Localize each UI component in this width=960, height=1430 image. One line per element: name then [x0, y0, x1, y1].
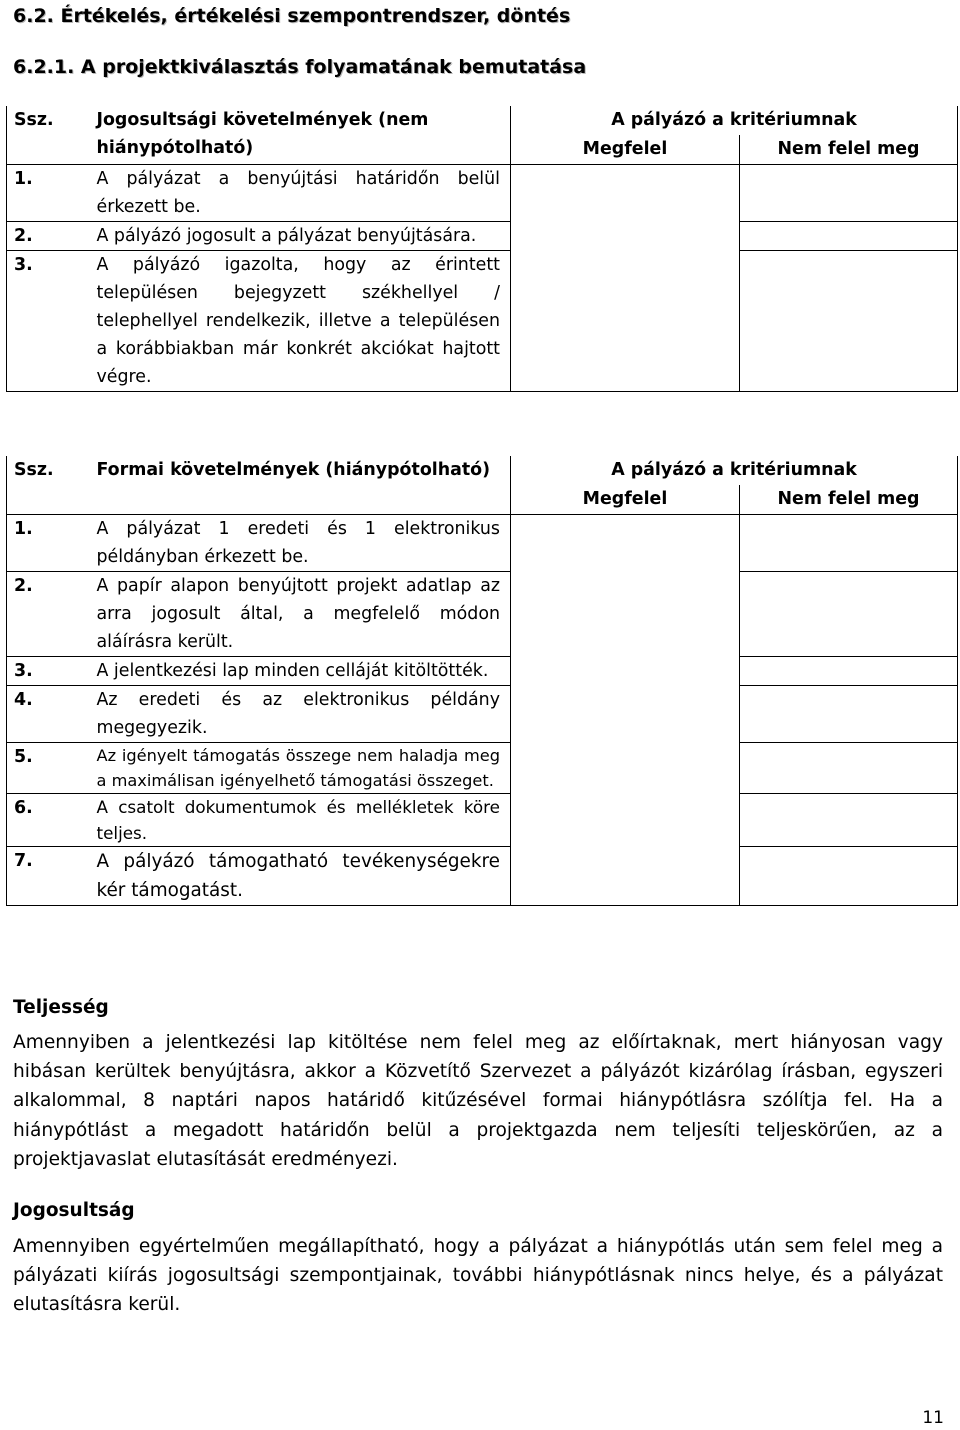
table-row	[7, 572, 958, 657]
row-number: 2.	[7, 222, 85, 251]
table-row	[7, 165, 958, 222]
not-meets-cell[interactable]	[740, 572, 958, 657]
row-number: 7.	[7, 847, 85, 906]
not-meets-cell[interactable]	[740, 222, 958, 251]
row-number: 4.	[7, 686, 85, 743]
table-row	[7, 222, 958, 251]
not-meets-cell[interactable]	[740, 657, 958, 686]
not-meets-cell[interactable]	[740, 743, 958, 794]
table-header-row	[7, 456, 958, 485]
column-group-header: A pályázó a kritériumnak	[511, 106, 958, 135]
row-text: A pályázó igazolta, hogy az érintett településen bejegyzett székhellyel / telephellyel rendelkezik, illetve a településen a korábbiakban már konkrét akciókat hajtott végre.	[85, 251, 511, 392]
page-number: 11	[922, 1408, 944, 1428]
row-text: A pályázó jogosult a pályázat benyújtására.	[85, 222, 511, 251]
eligibility-paragraph: Amennyiben egyértelműen megállapítható, hogy a pályázat a hiánypótlás után sem felel meg a pályázati kiírás jogosultsági szempontjainak, további hiánypótlásnak nincs helye, és a pályázat elutasításra kerül.	[13, 1236, 943, 1316]
column-header-requirement: Jogosultsági követelmények (nem hiánypótolható)	[85, 106, 511, 165]
column-header-number: Ssz.	[7, 456, 85, 515]
row-text: Az igényelt támogatás összege nem haladja meg a maximálisan igényelhető támogatási összeget.	[85, 743, 511, 794]
column-header-meets: Megfelel	[511, 135, 740, 165]
table-row	[7, 686, 958, 743]
table-header-row	[7, 106, 958, 135]
formal-criteria-table	[6, 456, 958, 906]
column-header-requirement: Formai követelmények (hiánypótolható)	[85, 456, 511, 515]
row-number: 5.	[7, 743, 85, 794]
table-row	[7, 794, 958, 847]
completeness-title: Teljesség	[13, 997, 109, 1018]
row-text: A pályázó támogatható tevékenységekre kér támogatást.	[85, 847, 511, 906]
table-row	[7, 251, 958, 392]
column-header-meets: Megfelel	[511, 485, 740, 515]
table-row	[7, 515, 958, 572]
column-header-not-meets: Nem felel meg	[740, 135, 958, 165]
row-text: A jelentkezési lap minden celláját kitöltötték.	[85, 657, 511, 686]
eligibility-title: Jogosultság	[13, 1200, 135, 1221]
table-row	[7, 743, 958, 794]
completeness-paragraph: Amennyiben a jelentkezési lap kitöltése nem felel meg az előírtaknak, mert hiányosan vagy hibásan kerültek benyújtásra, akkor a Közvetítő Szervezet a pályázót kizárólag írásban, egyszeri alkalommal, 8 naptári napos határidő kitűzésével formai hiánypótlásra szólítja fel. Ha a hiánypótlást a megadott határidőn belül a projektgazda nem teljesíti teljeskörűen, az a projektjavaslat elutasítását eredményezi.	[13, 1032, 943, 1170]
row-text: A csatolt dokumentumok és mellékletek köre teljes.	[85, 794, 511, 847]
not-meets-cell[interactable]	[740, 847, 958, 906]
row-text: A papír alapon benyújtott projekt adatlap az arra jogosult által, a megfelelő módon aláírásra került.	[85, 572, 511, 657]
not-meets-cell[interactable]	[740, 794, 958, 847]
eligibility-criteria-table	[6, 106, 958, 392]
table-row	[7, 657, 958, 686]
meets-cell[interactable]	[511, 165, 740, 392]
meets-cell[interactable]	[511, 515, 740, 906]
column-header-not-meets: Nem felel meg	[740, 485, 958, 515]
row-number: 6.	[7, 794, 85, 847]
not-meets-cell[interactable]	[740, 515, 958, 572]
row-number: 3.	[7, 657, 85, 686]
not-meets-cell[interactable]	[740, 165, 958, 222]
section-heading: 6.2. Értékelés, értékelési szempontrendszer, döntés	[13, 5, 571, 27]
table-row	[7, 847, 958, 906]
row-text: A pályázat a benyújtási határidőn belül érkezett be.	[85, 165, 511, 222]
row-number: 1.	[7, 515, 85, 572]
subsection-heading: 6.2.1. A projektkiválasztás folyamatának bemutatása	[13, 56, 587, 78]
not-meets-cell[interactable]	[740, 686, 958, 743]
row-text: A pályázat 1 eredeti és 1 elektronikus példányban érkezett be.	[85, 515, 511, 572]
row-number: 2.	[7, 572, 85, 657]
row-number: 3.	[7, 251, 85, 392]
column-header-number: Ssz.	[7, 106, 85, 165]
column-group-header: A pályázó a kritériumnak	[511, 456, 958, 485]
row-text: Az eredeti és az elektronikus példány megegyezik.	[85, 686, 511, 743]
not-meets-cell[interactable]	[740, 251, 958, 392]
row-number: 1.	[7, 165, 85, 222]
